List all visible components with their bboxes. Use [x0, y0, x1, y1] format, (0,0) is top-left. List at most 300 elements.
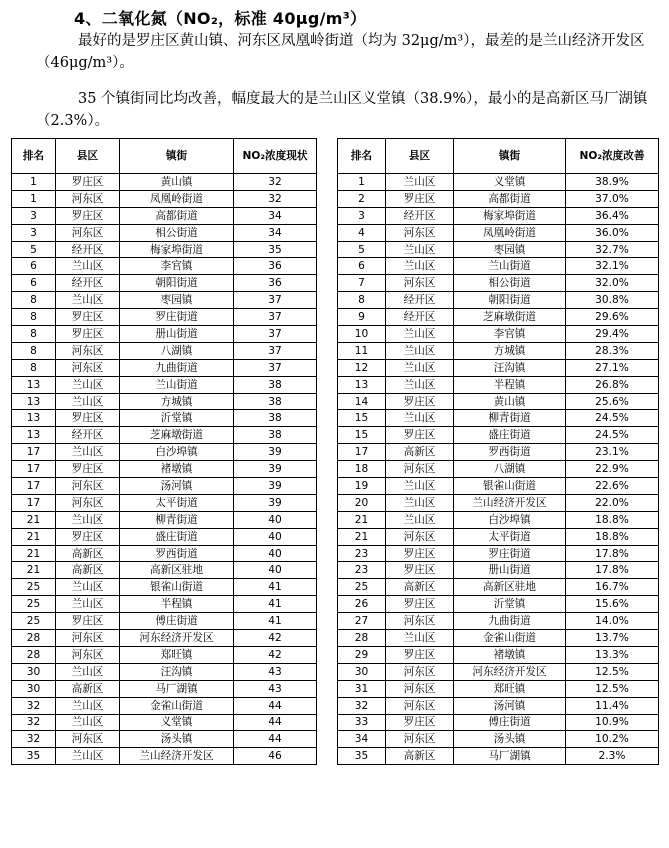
cell-town: 河东经济开发区 [454, 663, 566, 680]
cell-value: 44 [234, 731, 317, 748]
cell-value: 39 [234, 461, 317, 478]
cell-town: 汤头镇 [120, 731, 234, 748]
table-row [12, 275, 317, 292]
table-row [338, 630, 659, 647]
table-row [12, 410, 317, 427]
cell-rank: 3 [12, 207, 56, 224]
cell-town: 马厂湖镇 [454, 748, 566, 765]
cell-rank: 25 [12, 579, 56, 596]
table-row [338, 579, 659, 596]
cell-county: 河东区 [56, 359, 120, 376]
cell-rank: 21 [12, 528, 56, 545]
table-row [338, 376, 659, 393]
cell-county: 兰山区 [56, 748, 120, 765]
cell-rank: 5 [12, 241, 56, 258]
cell-county: 兰山区 [386, 630, 454, 647]
cell-rank: 25 [338, 579, 386, 596]
no2-improvement-table [337, 138, 659, 765]
cell-town: 枣园镇 [454, 241, 566, 258]
cell-town: 黄山镇 [120, 174, 234, 191]
cell-county: 高新区 [386, 579, 454, 596]
cell-value: 40 [234, 528, 317, 545]
cell-value: 40 [234, 545, 317, 562]
cell-rank: 1 [338, 174, 386, 191]
table-row [338, 596, 659, 613]
cell-county: 高新区 [56, 562, 120, 579]
cell-town: 汪沟镇 [454, 359, 566, 376]
cell-town: 太平街道 [120, 494, 234, 511]
no2-status-table [11, 138, 317, 765]
cell-town: 相公街道 [454, 275, 566, 292]
table-row [338, 393, 659, 410]
cell-town: 高都街道 [454, 190, 566, 207]
table-row [12, 748, 317, 765]
cell-town: 汤河镇 [454, 697, 566, 714]
cell-value: 37 [234, 342, 317, 359]
cell-county: 经开区 [56, 241, 120, 258]
cell-county: 罗庄区 [56, 613, 120, 630]
table-row [338, 528, 659, 545]
cell-rank: 27 [338, 613, 386, 630]
table-body [12, 174, 317, 765]
cell-rank: 25 [12, 596, 56, 613]
table-row [338, 697, 659, 714]
cell-county: 河东区 [56, 342, 120, 359]
cell-town: 朝阳街道 [454, 292, 566, 309]
cell-county: 高新区 [386, 444, 454, 461]
table-row [338, 174, 659, 191]
table-row [338, 511, 659, 528]
cell-town: 褚墩镇 [120, 461, 234, 478]
cell-value: 39 [234, 478, 317, 495]
table-row [338, 427, 659, 444]
cell-county: 罗庄区 [56, 461, 120, 478]
cell-town: 汪沟镇 [120, 663, 234, 680]
table-row [12, 545, 317, 562]
table-row [12, 478, 317, 495]
cell-county: 罗庄区 [386, 714, 454, 731]
cell-value: 36 [234, 258, 317, 275]
cell-rank: 29 [338, 646, 386, 663]
table-row [12, 731, 317, 748]
cell-town: 白沙埠镇 [454, 511, 566, 528]
cell-county: 河东区 [56, 630, 120, 647]
cell-county: 高新区 [56, 545, 120, 562]
cell-value: 13.3% [566, 646, 659, 663]
cell-town: 李官镇 [120, 258, 234, 275]
cell-rank: 35 [338, 748, 386, 765]
cell-value: 37 [234, 359, 317, 376]
cell-rank: 21 [12, 511, 56, 528]
cell-county: 兰山区 [386, 241, 454, 258]
table-row [338, 342, 659, 359]
cell-value: 29.6% [566, 309, 659, 326]
cell-rank: 8 [12, 292, 56, 309]
cell-rank: 17 [12, 478, 56, 495]
table-row [338, 613, 659, 630]
cell-value: 42 [234, 630, 317, 647]
cell-town: 罗西街道 [454, 444, 566, 461]
cell-county: 河东区 [56, 731, 120, 748]
cell-value: 32.0% [566, 275, 659, 292]
table-row [12, 562, 317, 579]
table-row [338, 680, 659, 697]
table-row [338, 461, 659, 478]
table-row [338, 545, 659, 562]
cell-town: 盛庄街道 [454, 427, 566, 444]
cell-town: 朝阳街道 [120, 275, 234, 292]
cell-town: 银雀山街道 [454, 478, 566, 495]
cell-town: 梅家埠街道 [454, 207, 566, 224]
table-row [12, 494, 317, 511]
cell-county: 兰山区 [386, 494, 454, 511]
cell-rank: 7 [338, 275, 386, 292]
cell-county: 兰山区 [386, 174, 454, 191]
cell-rank: 17 [12, 461, 56, 478]
cell-value: 40 [234, 562, 317, 579]
cell-rank: 28 [12, 630, 56, 647]
cell-county: 兰山区 [56, 697, 120, 714]
cell-rank: 6 [12, 258, 56, 275]
cell-county: 兰山区 [386, 410, 454, 427]
cell-value: 36 [234, 275, 317, 292]
cell-rank: 26 [338, 596, 386, 613]
cell-county: 兰山区 [56, 579, 120, 596]
cell-town: 方城镇 [454, 342, 566, 359]
header-county: 县区 [56, 139, 120, 174]
cell-rank: 14 [338, 393, 386, 410]
table-row [338, 646, 659, 663]
table-row [12, 258, 317, 275]
cell-rank: 15 [338, 427, 386, 444]
table-row [338, 731, 659, 748]
cell-rank: 28 [12, 646, 56, 663]
table-row [12, 207, 317, 224]
cell-county: 河东区 [386, 461, 454, 478]
cell-rank: 8 [12, 342, 56, 359]
cell-county: 河东区 [56, 494, 120, 511]
cell-county: 兰山区 [386, 376, 454, 393]
cell-value: 12.5% [566, 680, 659, 697]
cell-rank: 21 [12, 562, 56, 579]
cell-rank: 30 [12, 663, 56, 680]
cell-value: 46 [234, 748, 317, 765]
cell-rank: 12 [338, 359, 386, 376]
cell-value: 32 [234, 190, 317, 207]
table-row [12, 174, 317, 191]
cell-county: 兰山区 [56, 292, 120, 309]
cell-town: 柳青街道 [454, 410, 566, 427]
cell-town: 半程镇 [120, 596, 234, 613]
cell-county: 罗庄区 [386, 545, 454, 562]
cell-rank: 3 [338, 207, 386, 224]
cell-value: 35 [234, 241, 317, 258]
cell-rank: 21 [338, 528, 386, 545]
cell-county: 经开区 [386, 309, 454, 326]
cell-town: 郑旺镇 [454, 680, 566, 697]
cell-town: 兰山街道 [454, 258, 566, 275]
cell-county: 兰山区 [56, 511, 120, 528]
cell-rank: 30 [12, 680, 56, 697]
cell-value: 22.9% [566, 461, 659, 478]
table-row [12, 511, 317, 528]
cell-town: 高新区驻地 [120, 562, 234, 579]
cell-value: 25.6% [566, 393, 659, 410]
cell-value: 37.0% [566, 190, 659, 207]
cell-rank: 9 [338, 309, 386, 326]
table-row [338, 494, 659, 511]
cell-value: 12.5% [566, 663, 659, 680]
cell-town: 兰山经济开发区 [120, 748, 234, 765]
cell-rank: 21 [12, 545, 56, 562]
cell-town: 盛庄街道 [120, 528, 234, 545]
header-town: 镇街 [454, 139, 566, 174]
cell-rank: 30 [338, 663, 386, 680]
header-rank: 排名 [12, 139, 56, 174]
table-row [12, 680, 317, 697]
cell-rank: 32 [12, 714, 56, 731]
cell-county: 河东区 [386, 697, 454, 714]
table-row [12, 714, 317, 731]
cell-value: 43 [234, 680, 317, 697]
table-row [338, 714, 659, 731]
cell-town: 兰山街道 [120, 376, 234, 393]
paragraph-text: 35 个镇街同比均改善，幅度最大的是兰山区义堂镇（38.9%），最小的是高新区马厂湖镇（2.3%）。 [36, 91, 648, 129]
cell-county: 兰山区 [56, 258, 120, 275]
table-row [12, 393, 317, 410]
table-row [12, 309, 317, 326]
table-row [338, 207, 659, 224]
cell-town: 黄山镇 [454, 393, 566, 410]
cell-rank: 8 [12, 326, 56, 343]
cell-value: 17.8% [566, 545, 659, 562]
table-row [12, 630, 317, 647]
cell-county: 兰山区 [56, 663, 120, 680]
cell-town: 金雀山街道 [120, 697, 234, 714]
cell-value: 26.8% [566, 376, 659, 393]
cell-value: 15.6% [566, 596, 659, 613]
cell-county: 经开区 [386, 207, 454, 224]
cell-county: 罗庄区 [386, 427, 454, 444]
cell-county: 兰山区 [386, 342, 454, 359]
cell-rank: 23 [338, 545, 386, 562]
cell-value: 38 [234, 393, 317, 410]
cell-value: 42 [234, 646, 317, 663]
cell-county: 河东区 [386, 528, 454, 545]
cell-county: 罗庄区 [56, 410, 120, 427]
header-county: 县区 [386, 139, 454, 174]
table-row [12, 528, 317, 545]
cell-town: 沂堂镇 [120, 410, 234, 427]
cell-town: 金雀山街道 [454, 630, 566, 647]
cell-rank: 17 [12, 444, 56, 461]
cell-value: 39 [234, 494, 317, 511]
cell-rank: 1 [12, 174, 56, 191]
cell-town: 枣园镇 [120, 292, 234, 309]
cell-county: 河东区 [56, 224, 120, 241]
cell-value: 37 [234, 292, 317, 309]
cell-county: 罗庄区 [386, 190, 454, 207]
cell-value: 13.7% [566, 630, 659, 647]
table-row [12, 224, 317, 241]
cell-rank: 20 [338, 494, 386, 511]
cell-value: 32 [234, 174, 317, 191]
cell-county: 罗庄区 [386, 596, 454, 613]
table-row [338, 444, 659, 461]
cell-town: 八湖镇 [120, 342, 234, 359]
table-header-row [12, 139, 317, 174]
cell-county: 兰山区 [56, 444, 120, 461]
cell-town: 汤头镇 [454, 731, 566, 748]
cell-value: 43 [234, 663, 317, 680]
cell-county: 罗庄区 [386, 393, 454, 410]
cell-rank: 32 [12, 731, 56, 748]
table-row [12, 579, 317, 596]
table-row [338, 562, 659, 579]
cell-value: 24.5% [566, 410, 659, 427]
cell-county: 罗庄区 [56, 207, 120, 224]
cell-county: 兰山区 [56, 596, 120, 613]
cell-rank: 8 [338, 292, 386, 309]
cell-county: 罗庄区 [386, 562, 454, 579]
cell-value: 10.9% [566, 714, 659, 731]
cell-value: 24.5% [566, 427, 659, 444]
cell-town: 兰山经济开发区 [454, 494, 566, 511]
paragraph-improvement [36, 88, 658, 132]
cell-value: 38 [234, 427, 317, 444]
cell-town: 银雀山街道 [120, 579, 234, 596]
table-row [338, 224, 659, 241]
header-town: 镇街 [120, 139, 234, 174]
cell-county: 河东区 [56, 646, 120, 663]
cell-county: 河东区 [386, 663, 454, 680]
table-row [338, 275, 659, 292]
cell-county: 兰山区 [386, 359, 454, 376]
table-row [338, 241, 659, 258]
cell-town: 半程镇 [454, 376, 566, 393]
cell-county: 罗庄区 [56, 528, 120, 545]
cell-value: 11.4% [566, 697, 659, 714]
cell-rank: 32 [12, 697, 56, 714]
table-row [12, 376, 317, 393]
table-row [338, 326, 659, 343]
cell-value: 44 [234, 714, 317, 731]
cell-county: 兰山区 [386, 326, 454, 343]
cell-rank: 1 [12, 190, 56, 207]
cell-town: 傅庄街道 [120, 613, 234, 630]
cell-rank: 17 [338, 444, 386, 461]
paragraph-text: 最好的是罗庄区黄山镇、河东区凤凰岭街道（均为 32μg/m³），最差的是兰山经济开发区（46μg/m³）。 [36, 33, 645, 71]
table-row [12, 342, 317, 359]
cell-town: 芝麻墩街道 [454, 309, 566, 326]
cell-value: 28.3% [566, 342, 659, 359]
cell-rank: 6 [338, 258, 386, 275]
cell-rank: 13 [12, 376, 56, 393]
section-heading: 4、二氧化氮（NO₂，标准 40μg/m³） [74, 9, 367, 28]
cell-value: 2.3% [566, 748, 659, 765]
cell-town: 九曲街道 [120, 359, 234, 376]
cell-value: 17.8% [566, 562, 659, 579]
cell-value: 38 [234, 410, 317, 427]
header-rank: 排名 [338, 139, 386, 174]
table-body [338, 174, 659, 765]
cell-rank: 28 [338, 630, 386, 647]
cell-town: 罗庄街道 [120, 309, 234, 326]
cell-rank: 8 [12, 309, 56, 326]
cell-town: 白沙埠镇 [120, 444, 234, 461]
cell-town: 梅家埠街道 [120, 241, 234, 258]
table-row [12, 697, 317, 714]
cell-value: 32.7% [566, 241, 659, 258]
cell-rank: 13 [12, 427, 56, 444]
cell-town: 九曲街道 [454, 613, 566, 630]
cell-rank: 4 [338, 224, 386, 241]
cell-county: 兰山区 [386, 511, 454, 528]
table-header-row [338, 139, 659, 174]
cell-value: 38 [234, 376, 317, 393]
cell-value: 36.4% [566, 207, 659, 224]
cell-value: 44 [234, 697, 317, 714]
cell-town: 褚墩镇 [454, 646, 566, 663]
table-row [12, 190, 317, 207]
table-row [12, 461, 317, 478]
cell-county: 罗庄区 [56, 174, 120, 191]
cell-town: 河东经济开发区 [120, 630, 234, 647]
cell-rank: 11 [338, 342, 386, 359]
cell-rank: 17 [12, 494, 56, 511]
cell-rank: 18 [338, 461, 386, 478]
table-row [12, 596, 317, 613]
cell-value: 37 [234, 309, 317, 326]
cell-town: 高新区驻地 [454, 579, 566, 596]
cell-rank: 6 [12, 275, 56, 292]
table-row [12, 326, 317, 343]
cell-county: 河东区 [386, 275, 454, 292]
header-no2-improvement: NO₂浓度改善 [566, 139, 659, 174]
cell-town: 罗庄街道 [454, 545, 566, 562]
table-row [338, 292, 659, 309]
cell-county: 兰山区 [56, 393, 120, 410]
cell-county: 河东区 [386, 731, 454, 748]
cell-county: 河东区 [56, 190, 120, 207]
cell-county: 河东区 [56, 478, 120, 495]
cell-town: 高都街道 [120, 207, 234, 224]
header-no2-status: NO₂浓度现状 [234, 139, 317, 174]
cell-value: 14.0% [566, 613, 659, 630]
cell-rank: 10 [338, 326, 386, 343]
cell-rank: 31 [338, 680, 386, 697]
cell-town: 方城镇 [120, 393, 234, 410]
table-row [338, 478, 659, 495]
cell-town: 太平街道 [454, 528, 566, 545]
cell-county: 兰山区 [56, 376, 120, 393]
table-row [338, 663, 659, 680]
cell-town: 凤凰岭街道 [120, 190, 234, 207]
cell-county: 经开区 [386, 292, 454, 309]
cell-rank: 8 [12, 359, 56, 376]
cell-town: 沂堂镇 [454, 596, 566, 613]
table-row [12, 444, 317, 461]
cell-rank: 35 [12, 748, 56, 765]
table-row [12, 613, 317, 630]
cell-town: 傅庄街道 [454, 714, 566, 731]
paragraph-best-worst [36, 30, 658, 74]
cell-county: 罗庄区 [386, 646, 454, 663]
cell-county: 罗庄区 [56, 309, 120, 326]
table-row [338, 748, 659, 765]
cell-town: 马厂湖镇 [120, 680, 234, 697]
table-row [338, 309, 659, 326]
